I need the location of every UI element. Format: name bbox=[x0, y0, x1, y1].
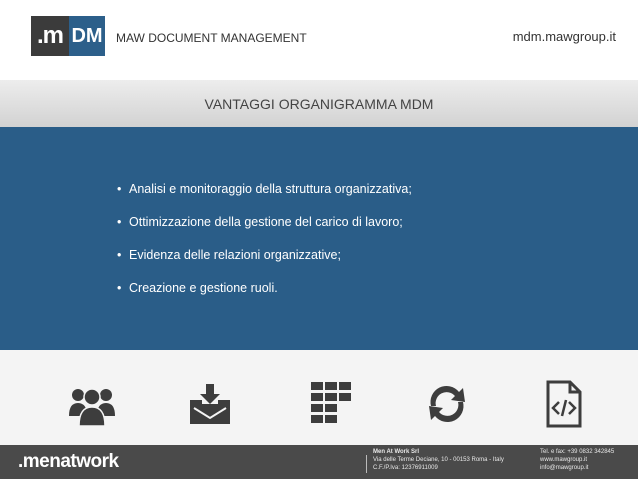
logo-right: DM bbox=[69, 16, 105, 56]
contact-email[interactable]: info@mawgroup.it bbox=[540, 465, 589, 471]
menatwork-logo: .menatwork bbox=[18, 451, 119, 472]
bullet-list bbox=[117, 182, 412, 314]
company-name: Men At Work Srl bbox=[373, 449, 420, 455]
footer-divider bbox=[366, 455, 367, 473]
footer bbox=[0, 445, 638, 479]
company-address: Via delle Terme Deciane, 10 - 00153 Roma - Italy bbox=[373, 457, 504, 463]
contact-web[interactable]: www.mawgroup.it bbox=[540, 457, 588, 463]
bullet-item: • Creazione e gestione ruoli. bbox=[117, 281, 412, 314]
document-title: MAW DOCUMENT MANAGEMENT bbox=[116, 31, 307, 45]
site-url[interactable]: mdm.mawgroup.it bbox=[512, 29, 616, 44]
mdm-logo bbox=[31, 16, 105, 56]
content-panel bbox=[0, 127, 638, 350]
section-banner bbox=[0, 80, 638, 127]
bullet-item: • Evidenza delle relazioni organizzative; bbox=[117, 248, 412, 281]
logo-left: .m bbox=[31, 16, 69, 56]
contact-phone: Tel. e fax: +39 0832 342845 bbox=[540, 449, 615, 455]
org-chart-icon bbox=[307, 380, 355, 428]
company-info bbox=[373, 448, 504, 472]
section-title: VANTAGGI ORGANIGRAMMA MDM bbox=[204, 96, 434, 112]
bullet-item: • Ottimizzazione della gestione del carico di lavoro; bbox=[117, 215, 412, 248]
code-file-icon bbox=[540, 380, 588, 428]
header bbox=[0, 0, 638, 80]
bullet-item: • Analisi e monitoraggio della struttura organizzativa; bbox=[117, 182, 412, 215]
sync-icon bbox=[423, 380, 471, 428]
inbox-download-icon bbox=[186, 380, 234, 428]
users-icon bbox=[68, 380, 116, 428]
company-vat: C.F./P.Iva: 12376911009 bbox=[373, 465, 438, 471]
contact-info bbox=[540, 448, 614, 472]
icon-row bbox=[0, 350, 638, 445]
